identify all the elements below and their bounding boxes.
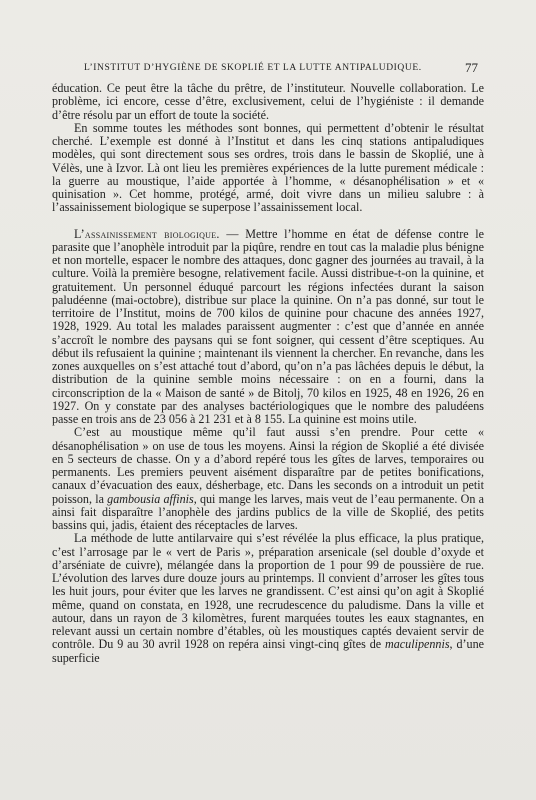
section-heading: L’assainissement biologique. <box>74 226 220 241</box>
paragraph-education: éducation. Ce peut être la tâche du prêtre, de l’instituteur. Nouvelle collaboration. Le problème, ici encore, cesse d’être, exclusivement, celui de l’hygiéniste : il demande d’être résolu par un effort de toute la société. <box>52 81 484 122</box>
paragraph-antilarval-method <box>52 532 484 665</box>
paragraph-methods: En somme toutes les méthodes sont bonnes, qui permettent d’obtenir le résultat cherché. L’exemple est donné à l’Institut et dans les cinq stations antipaludiques modèles, qui sont directement sous ses ordres, trois dans le bassin de Skoplié, une à Vélès, une à Izvor. Là ont lieu les premières expériences de la lutte purement médicale : la guerre au moustique, l’aide apportée à l’homme, « désanophélisation » et « quinisation ». Cet homme, protégé, armé, doit vivre dans un milieu salubre : à l’assainissement biologique se superpose l’assainissement local. <box>52 120 484 215</box>
paragraph-text: , qui mange les larves, mais veut de l’eau permanente. On a ainsi fait disparaître l’anophèle des jardins publics de la ville de Skoplié, des petits bassins qui, jadis, étaient des réceptacles de larves. <box>52 491 484 532</box>
paragraph-biological-sanitation-text: — Mettre l’homme en état de défense contre le parasite que l’anophèle introduit par la piqûre, rendre en tout cas la maladie plus bénigne et non mortelle, espacer le nombre des attaques, donc gagner des journées au travail, à la culture. Voilà la première besogne, relativement facile. Aussi distribue-t-on la quinine, et gratuitement. Un personnel éduqué parcourt les régions infectées durant la saison paludéenne (mai-octobre), distribue sur place la quinine. On n’a pas donné, sur tout le territoire de l’Institut, moins de 700 kilos de quinine pour chacune des années 1927, 1928, 1929. Au total les malades paraissent augmenter : c’est que d’année en année s’accroît le nombre des paysans qui se font soigner, qui cessent d’être sceptiques. Au début ils refusaient la quinine ; maintenant ils viennent la chercher. En revanche, dans les zones auxquelles on s’est attaché tout d’abord, qu’on n’a pas lâchées depuis le début, la distribution de la quinine semble moins nécessaire : on en a fourni, dans la circonscription de la « Maison de santé » de Bitolj, 70 kilos en 1925, 48 en 1926, 26 en 1927. On y constate par des analyses bactériologiques que le nombre des paludéens passe en trois ans de 23 056 à 21 231 et à 8 155. La quinine est moins utile. <box>52 226 484 426</box>
paragraph-text: , d’une superficie <box>52 637 484 665</box>
paragraph-text: La méthode de lutte antilarvaire qui s’est révélée la plus efficace, la plus pratique, c’est l’arrosage par le « vert de Paris », préparation arsenicale (sel double d’oxyde et d’arséniate de cuivre), mélangée dans la proportion de 1 pour 99 de poussière de rue. L’évolution des larves dure douze jours au printemps. Il convient d’arroser les gîtes tous les huit jours, pour éviter que les larves ne grandissent. C’est ainsi qu’on agit à Skoplié même, quand on constata, en 1928, une recrudescence du paludisme. Dans la ville et autour, dans un rayon de 3 kilomètres, furent marquées toutes les eaux stagnantes, en relevant aussi un certain nombre d’étables, où les moustiques captés devaient servir de contrôle. Du 9 au 30 avril 1928 on repéra ainsi vingt-cinq gîtes de <box>52 531 484 652</box>
species-name: gambousia affinis <box>107 491 194 506</box>
page-number: 77 <box>465 60 478 75</box>
paragraph-text: C’est au moustique même qu’il faut aussi s’en prendre. Pour cette « désanophélisation » on use de tous les moyens. Ainsi la région de Skoplié a été divisée en 5 secteurs de chasse. On y a d’abord repéré tous les gîtes de larves, temporaires ou permanents. Les premiers peuvent aisément disparaître par de petites bonifications, canaux d’évacuation des eaux, désherbage, etc. Dans les seconds on a introduit un petit poisson, la <box>52 425 484 506</box>
page-body <box>52 82 484 665</box>
species-name: maculipennis <box>385 637 450 652</box>
paragraph-biological-sanitation <box>52 228 484 427</box>
paragraph-desanophelisation <box>52 426 484 532</box>
page-header <box>52 60 484 78</box>
running-head: L’INSTITUT D’HYGIÈNE DE SKOPLIÉ ET LA LUTTE ANTIPALUDIQUE. <box>84 63 422 73</box>
